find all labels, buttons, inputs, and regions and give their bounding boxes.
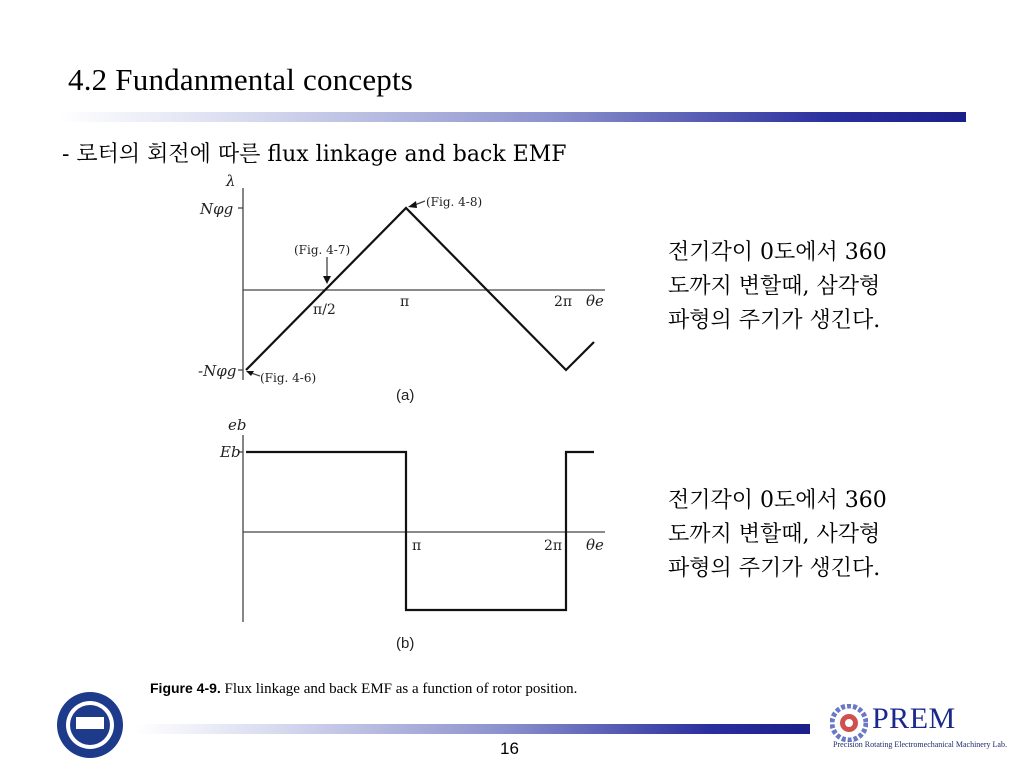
- tick-two-pi-b: 2π: [544, 538, 563, 554]
- note-line: 전기각이 0도에서 360: [668, 240, 887, 265]
- figure-caption-text: Flux linkage and back EMF as a function of rotor position.: [224, 681, 578, 697]
- prem-full-name: Precision Rotating Electromechanical Machinery Lab.: [833, 740, 1007, 749]
- back-emf-wave: [246, 452, 594, 610]
- prem-emblem-icon: [830, 704, 868, 742]
- panel-a-y-label: λ: [226, 172, 236, 190]
- university-seal-logo: [50, 690, 130, 760]
- annotation-fig-4-8: (Fig. 4-8): [426, 195, 483, 209]
- flux-linkage-wave: [246, 208, 594, 370]
- panel-a-x-label: θe: [586, 292, 604, 310]
- slide-subtitle: - 로터의 회전에 따른 flux linkage and back EMF: [62, 142, 567, 167]
- tick-pi-b: π: [412, 538, 422, 554]
- note-line: 파형의 주기가 생긴다.: [668, 556, 881, 581]
- prem-logo-text: PREM: [872, 702, 956, 735]
- note-line: 전기각이 0도에서 360: [668, 488, 887, 513]
- tick-two-pi-a: 2π: [554, 294, 573, 310]
- panel-a-label: (a): [396, 387, 415, 404]
- page-number: 16: [500, 739, 519, 758]
- slide-title: 4.2 Fundanmental concepts: [68, 62, 414, 97]
- tick-pi-a: π: [400, 294, 410, 310]
- annotation-fig-4-7: (Fig. 4-7): [294, 243, 351, 257]
- panel-a-neg-level: -Nφg: [198, 362, 237, 380]
- panel-b-level: Eb: [220, 443, 241, 461]
- figure-caption: [150, 680, 577, 698]
- panel-a-pos-level: Nφg: [200, 200, 234, 218]
- panel-b-x-label: θe: [586, 536, 604, 554]
- note-line: 도까지 변할때, 삼각형: [668, 274, 881, 299]
- title-underline-bar: [58, 112, 966, 122]
- note-line: 도까지 변할때, 사각형: [668, 522, 881, 547]
- note-line: 파형의 주기가 생긴다.: [668, 308, 881, 333]
- annotation-fig-4-6: (Fig. 4-6): [260, 371, 317, 385]
- tick-half-pi: π/2: [313, 302, 336, 318]
- note-square-wave: [668, 484, 887, 586]
- figure-4-9: [150, 170, 620, 680]
- panel-b-label: (b): [396, 635, 415, 652]
- note-triangle-wave: [668, 236, 887, 338]
- panel-b-y-label: eb: [228, 416, 247, 434]
- figure-caption-label: Figure 4-9.: [150, 680, 221, 696]
- footer-bar: [135, 724, 810, 734]
